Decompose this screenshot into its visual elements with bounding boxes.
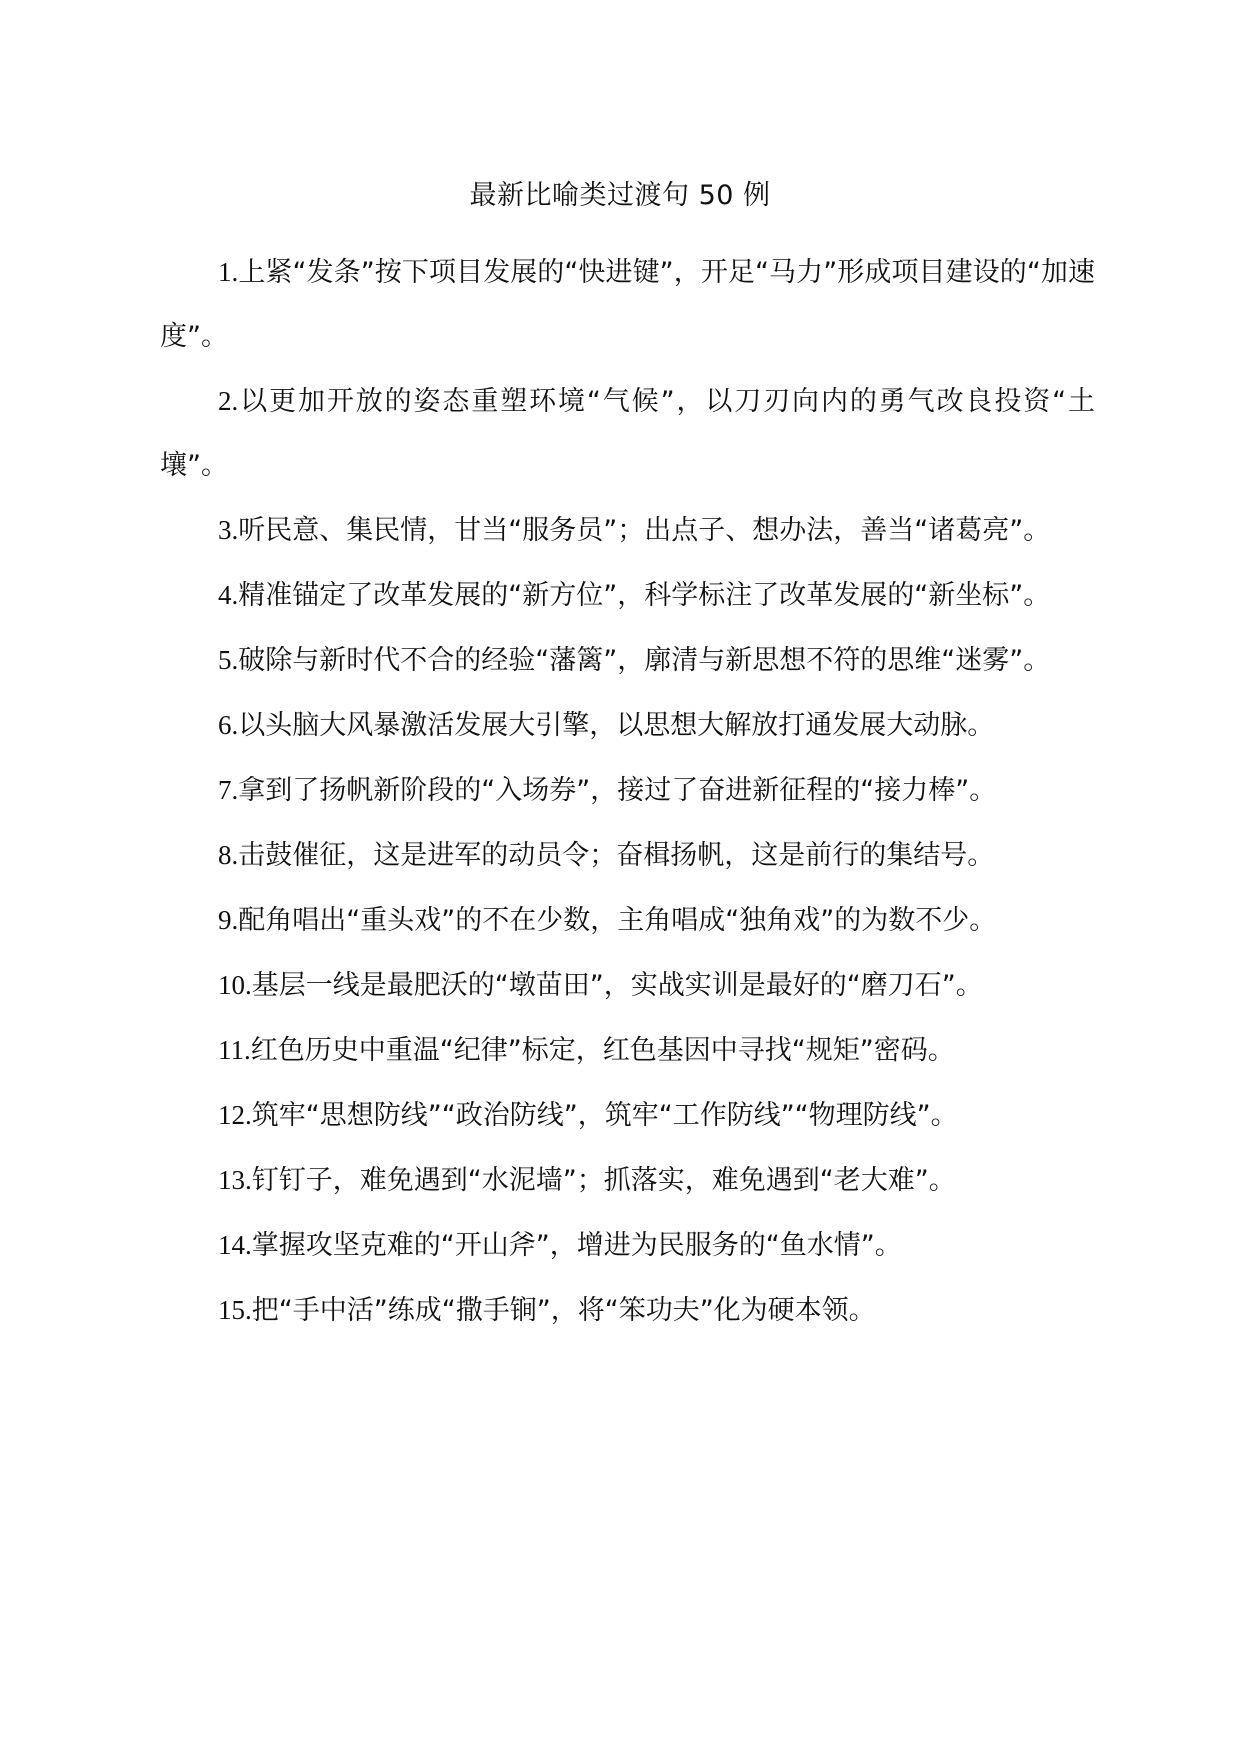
item-number: 4. [218,580,239,610]
item-text: 基层一线是最肥沃的“墩苗田”，实战实训是最好的“磨刀石”。 [251,970,983,1001]
item-text: 配角唱出“重头戏”的不在少数，主角唱成“独角戏”的为数不少。 [238,905,997,936]
item-number: 14. [218,1230,252,1260]
item-text: 以更加开放的姿态重塑环境“气候”，以刀刃向内的勇气改良投资“土壤”。 [160,386,1095,481]
item-number: 1. [218,257,239,287]
list-item [160,1018,1095,1083]
document-title: 最新比喻类过渡句 50 例 [469,180,771,211]
list-item [160,1083,1095,1148]
list-item [160,888,1095,953]
list-item [160,240,1095,369]
list-item [160,498,1095,563]
item-number: 5. [218,645,239,675]
list-item [160,823,1095,888]
item-text: 拿到了扬帆新阶段的“入场券”，接过了奋进新征程的“接力棒”。 [238,775,997,806]
list-item [160,563,1095,628]
item-number: 10. [218,970,252,1000]
item-text: 听民意、集民情，甘当“服务员”；出点子、想办法，善当“诸葛亮”。 [238,515,1051,546]
item-text: 破除与新时代不合的经验“藩篱”，廓清与新思想不符的思维“迷雾”。 [238,645,1051,676]
item-number: 11. [218,1035,251,1065]
list-item [160,1213,1095,1278]
list-item [160,369,1095,498]
item-text: 掌握攻坚克难的“开山斧”，增进为民服务的“鱼水情”。 [251,1230,902,1261]
item-text: 筑牢“思想防线”“政治防线”，筑牢“工作防线”“物理防线”。 [251,1100,958,1131]
item-text: 把“手中活”练成“撒手锏”，将“笨功夫”化为硬本领。 [251,1295,876,1326]
item-number: 8. [218,840,239,870]
item-text: 击鼓催征，这是进军的动员令；奋楫扬帆，这是前行的集结号。 [238,840,995,871]
item-number: 2. [218,386,239,416]
list-item [160,1148,1095,1213]
item-number: 13. [218,1165,252,1195]
item-text: 上紧“发条”按下项目发展的“快进键”，开足“马力”形成项目建设的“加速度”。 [160,257,1095,352]
item-number: 3. [218,515,239,545]
item-text: 精准锚定了改革发展的“新方位”，科学标注了改革发展的“新坐标”。 [238,580,1051,611]
item-text: 以头脑大风暴激活发展大引擎，以思想大解放打通发展大动脉。 [238,710,995,741]
list-item [160,1278,1095,1343]
list-item [160,628,1095,693]
item-number: 7. [218,775,239,805]
item-number: 12. [218,1100,252,1130]
document-body [160,240,1095,1343]
item-number: 9. [218,905,239,935]
list-item [160,953,1095,1018]
item-text: 钉钉子，难免遇到“水泥墙”；抓落实，难免遇到“老大难”。 [251,1165,956,1196]
item-text: 红色历史中重温“纪律”标定，红色基因中寻找“规矩”密码。 [250,1035,955,1066]
list-item [160,758,1095,823]
item-number: 6. [218,710,239,740]
list-item [160,693,1095,758]
item-number: 15. [218,1295,252,1325]
